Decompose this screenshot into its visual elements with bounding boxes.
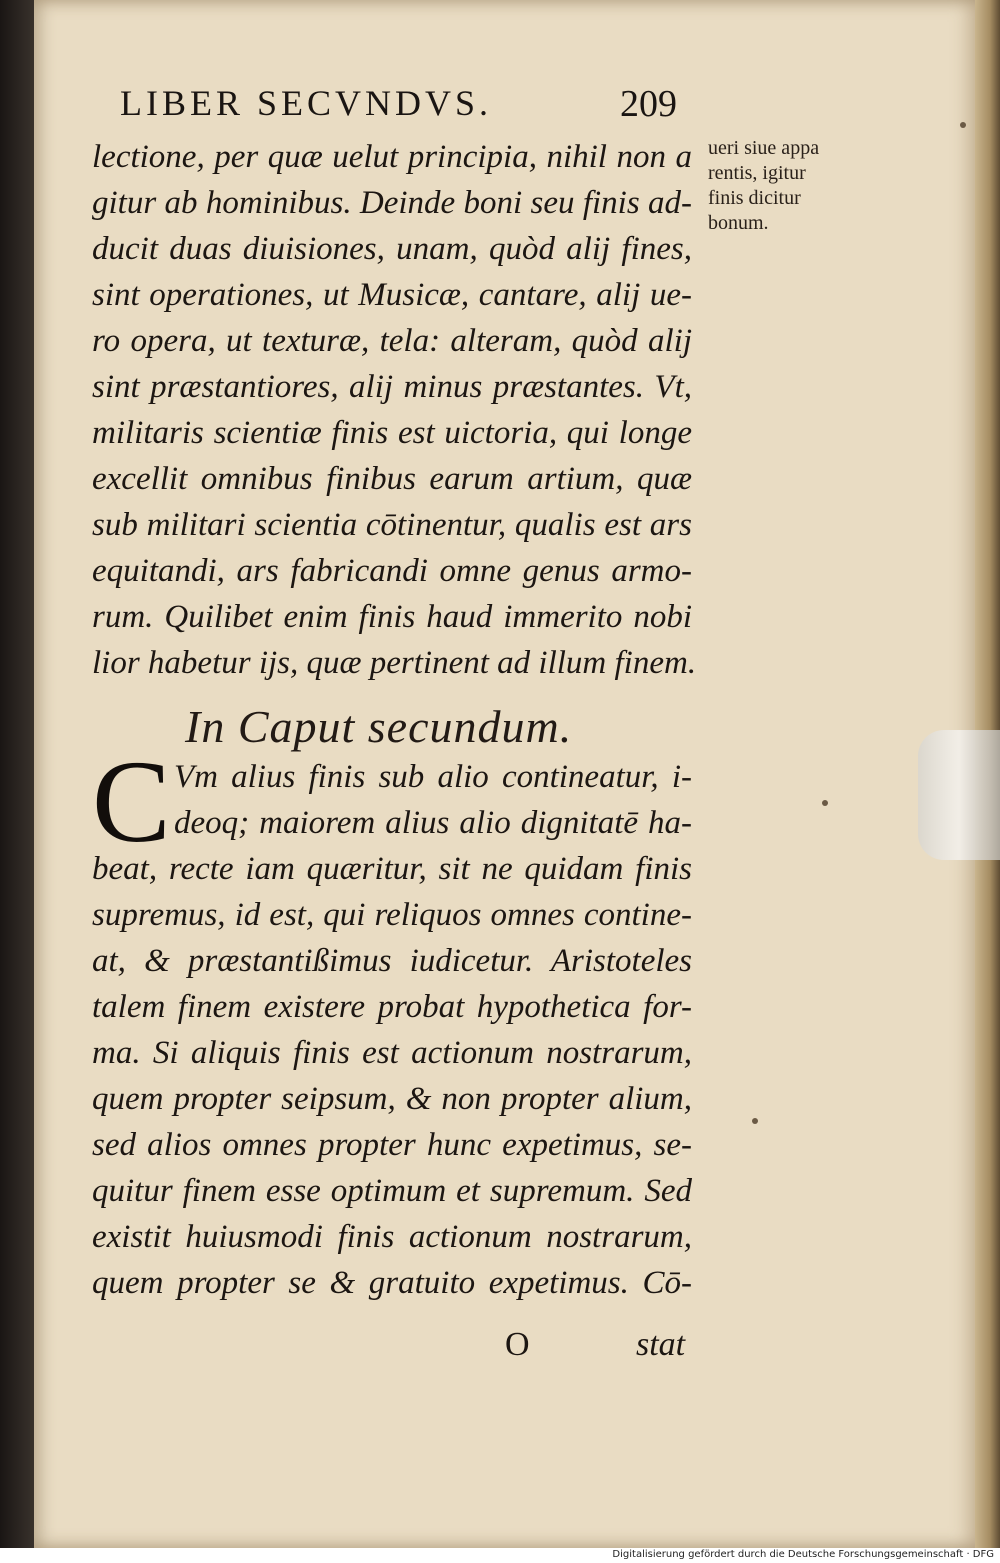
text-line: excellit omnibus finibus earum artium, quæ [92, 461, 692, 497]
text-line: beat, recte iam quæritur, sit ne quidam finis [92, 851, 692, 887]
body-text-top [92, 134, 697, 686]
page-number: 209 [620, 83, 677, 125]
page-clip [918, 730, 1000, 860]
text-line: equitandi, ars fabricandi omne genus armo- [92, 553, 692, 589]
text-line: quem propter se & gratuito expetimus. Cō- [92, 1265, 692, 1301]
section-heading: In Caput secundum. [185, 701, 573, 752]
text-line: sed alios omnes propter hunc expetimus, se- [92, 1127, 692, 1163]
text-line: quem propter seipsum, & non propter alium, [92, 1081, 692, 1117]
text-line: militaris scientiæ finis est uictoria, qui longe [92, 415, 692, 451]
marginal-note [708, 136, 858, 236]
text-line: ma. Si aliquis finis est actionum nostrarum, [92, 1035, 692, 1071]
book-gutter-shadow [0, 0, 36, 1548]
footer-credit: Digitalisierung gefördert durch die Deutsche Forschungsgemeinschaft · DFG [612, 1549, 994, 1560]
drop-cap: C [92, 736, 171, 867]
marginal-note-line: bonum. [708, 212, 769, 234]
text-line: gitur ab hominibus. Deinde boni seu finis ad- [92, 185, 692, 221]
text-line: ro opera, ut texturæ, tela: alteram, quòd alij [92, 323, 692, 359]
ink-speck [752, 1118, 758, 1124]
text-line: supremus, id est, qui reliquos omnes contine- [92, 897, 692, 933]
text-line: rum. Quilibet enim finis haud immerito nobi [92, 599, 692, 635]
text-line: sint præstantiores, alij minus præstantes. Vt, [92, 369, 692, 405]
text-line: talem finem existere probat hypothetica for- [92, 989, 692, 1025]
marginal-note-line: finis dicitur [708, 187, 801, 209]
marginal-note-line: rentis, igitur [708, 162, 806, 184]
ink-speck [960, 122, 966, 128]
text-line: ducit duas diuisiones, unam, quòd alij fines, [92, 231, 692, 267]
running-head [120, 82, 680, 132]
text-line: lior habetur ijs, quæ pertinent ad illum finem. [92, 645, 697, 681]
body-text-bottom [92, 736, 692, 1306]
digitization-footer [0, 1548, 1000, 1563]
text-line: deoq; maiorem alius alio dignitatē ha- [174, 805, 692, 841]
running-head-title: LIBER SECVNDVS. [120, 83, 493, 123]
text-line: quitur finem esse optimum et supremum. Sed [92, 1173, 692, 1209]
signature-mark: O [505, 1326, 530, 1363]
catchword: stat [636, 1326, 686, 1363]
text-line: Vm alius finis sub alio contineatur, i- [174, 759, 692, 795]
ink-speck [822, 800, 828, 806]
text-line: at, & præstantißimus iudicetur. Aristoteles [92, 943, 692, 979]
text-line: existit huiusmodi finis actionum nostrarum, [92, 1219, 692, 1255]
text-line: sint operationes, ut Musicæ, cantare, alij ue- [92, 277, 692, 313]
marginal-note-line: ueri siue appa [708, 137, 820, 159]
text-line: sub militari scientia cōtinentur, qualis est ars [92, 507, 692, 543]
text-line: lectione, per quæ uelut principia, nihil non a [92, 139, 692, 175]
